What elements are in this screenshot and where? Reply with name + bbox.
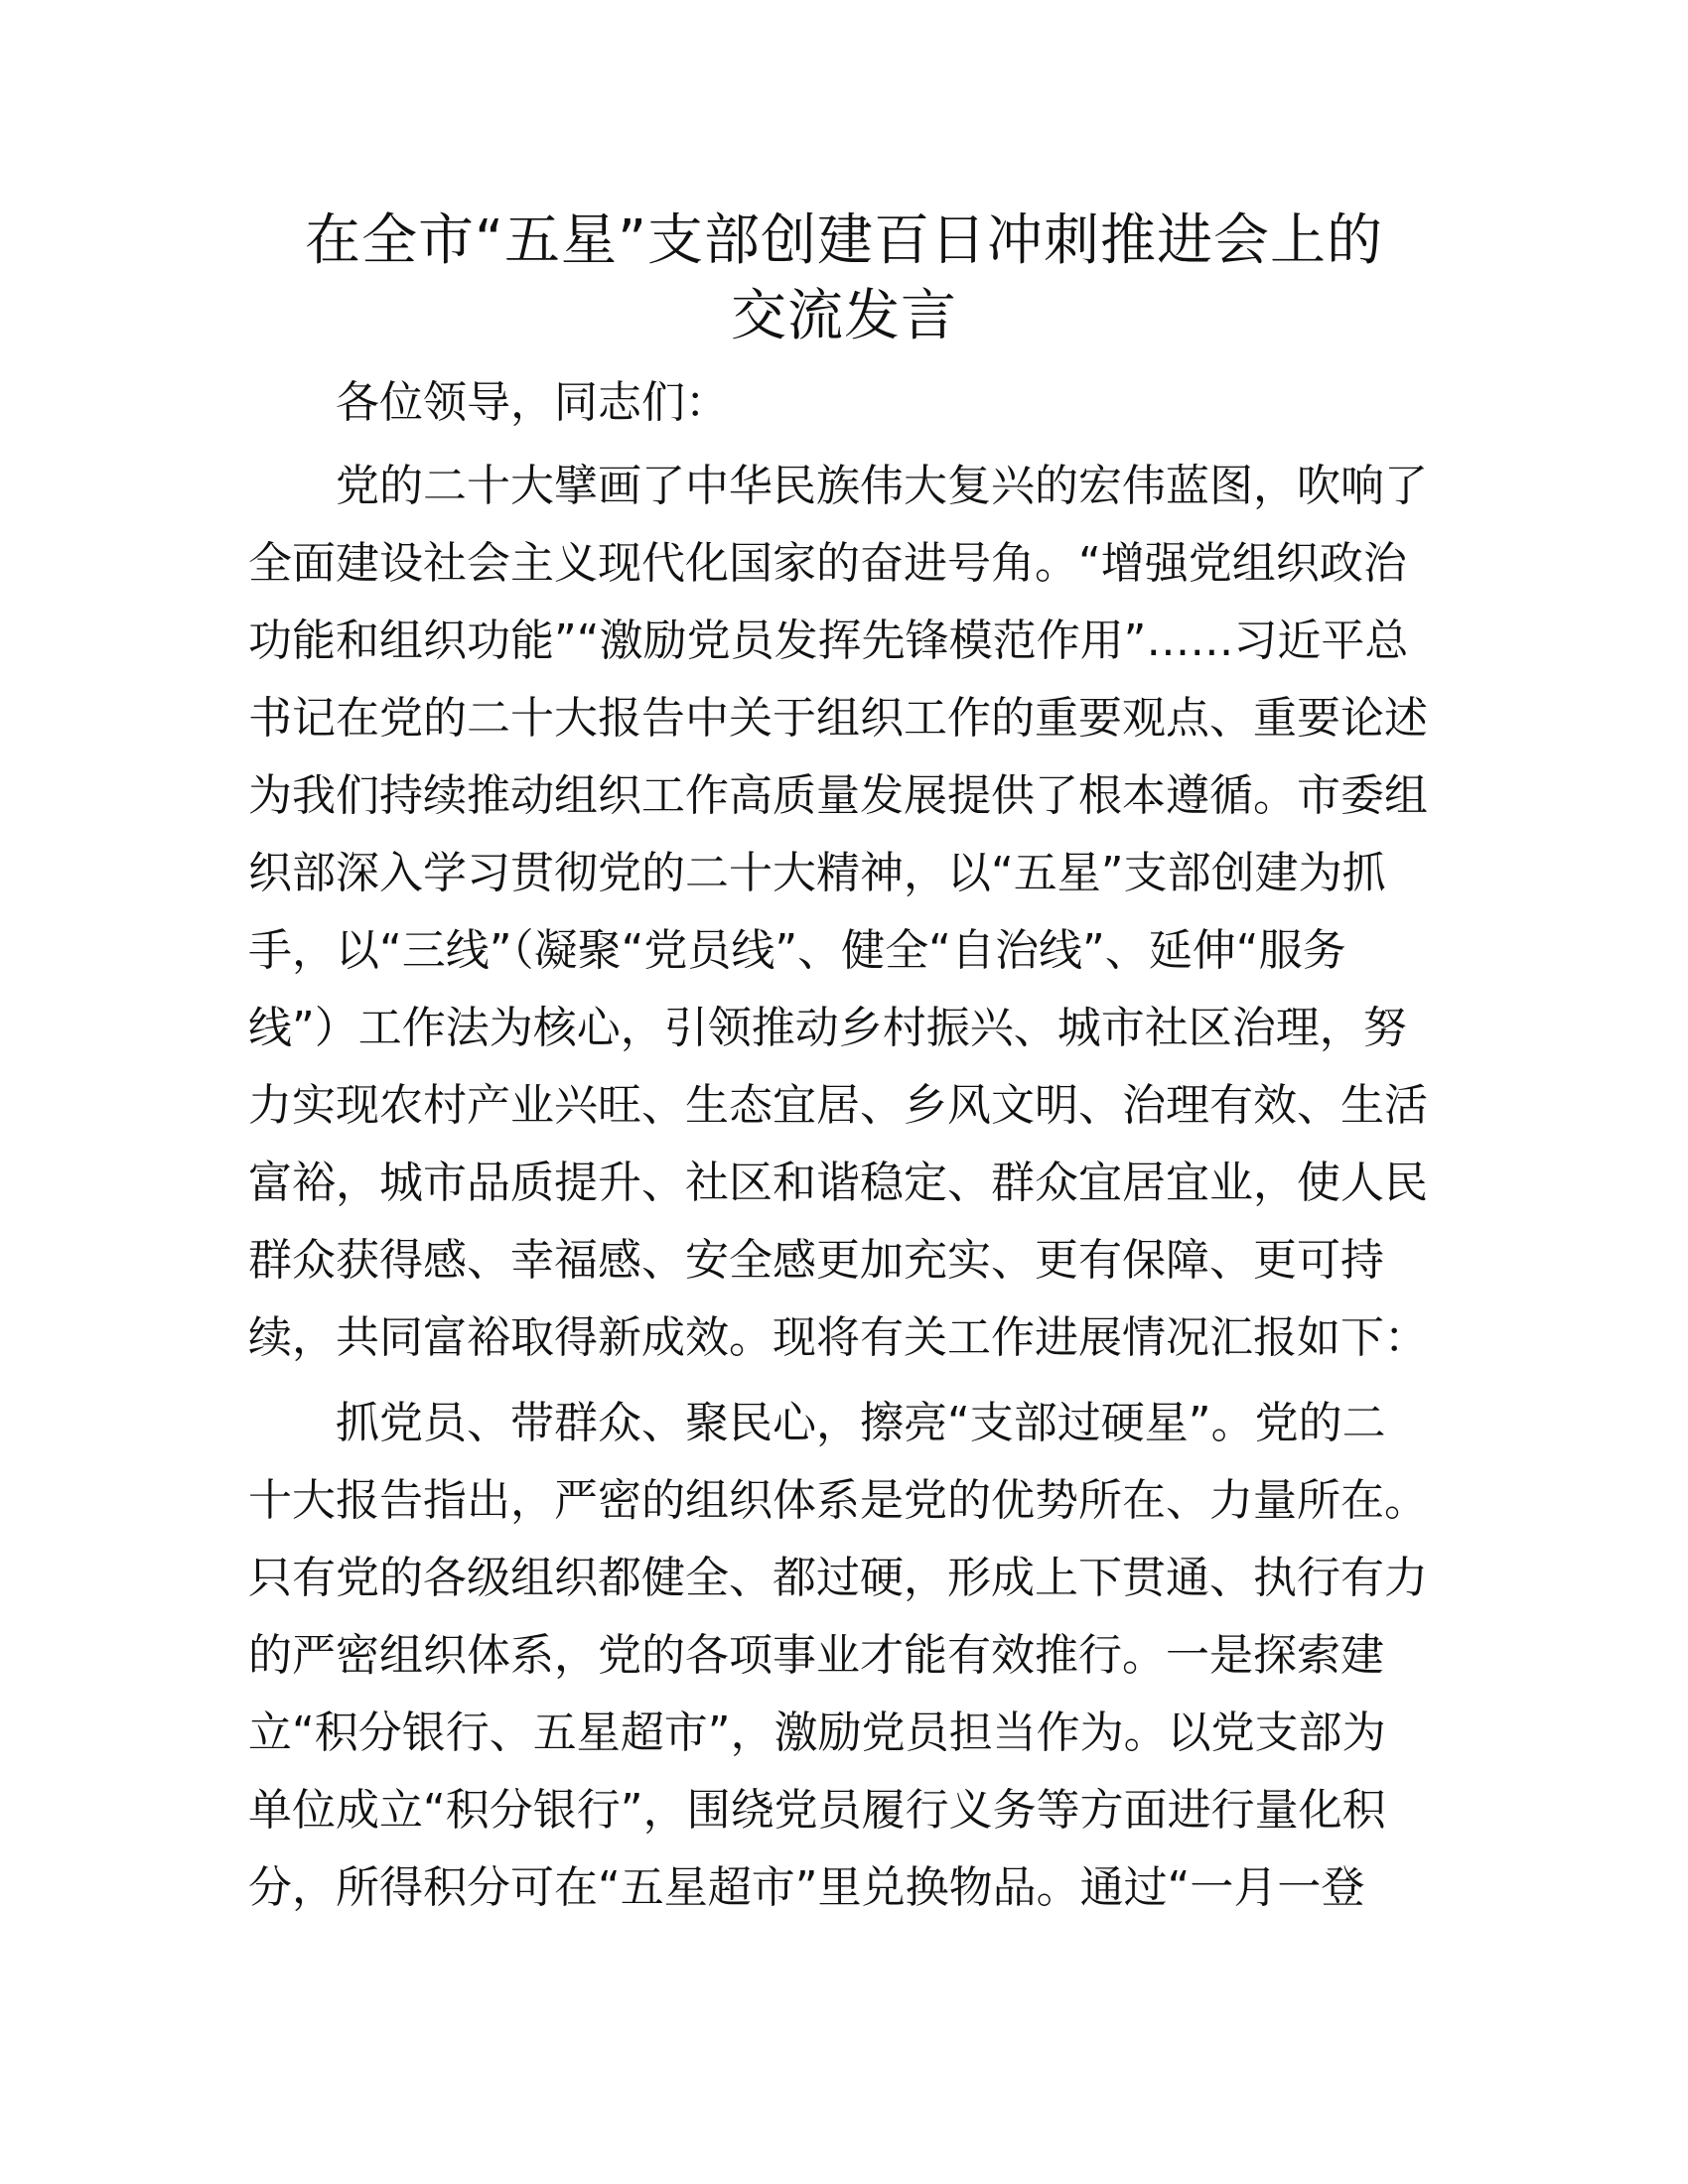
text-line: 线”）工作法为核心，引领推动乡村振兴、城市社区治理，努 [248,1003,1407,1053]
text-line: 功能和组织功能”“激励党员发挥先锋模范作用”……习近平总 [248,615,1409,666]
text-line: 续，共同富裕取得新成效。现将有关工作进展情况汇报如下： [248,1312,1428,1363]
title-line-1: 在全市“五星”支部创建百日冲刺推进会上的 [304,208,1384,273]
paragraph-intro [248,448,1440,1377]
text-line: 全面建设社会主义现代化国家的奋进号角。“增强党组织政治 [248,538,1407,589]
text-line: 立“积分银行、五星超市”，激励党员担当作为。以党支部为 [248,1707,1386,1758]
salutation: 各位领导，同志们： [336,377,729,428]
text-line: 富裕，城市品质提升、社区和谐稳定、群众宜居宜业，使人民 [248,1158,1428,1208]
text-line: 党的二十大擘画了中华民族伟大复兴的宏伟蓝图，吹响了 [336,461,1428,511]
text-line: 书记在党的二十大报告中关于组织工作的重要观点、重要论述 [248,693,1428,744]
text-line: 分，所得积分可在“五星超市”里兑换物品。通过“一月一登 [248,1862,1365,1913]
document-title [248,204,1440,354]
text-line: 手，以“三线”（凝聚“党员线”、健全“自治线”、延伸“服务 [248,925,1346,976]
paragraph-branch-star [248,1385,1440,1927]
text-line: 的严密组织体系，党的各项事业才能有效推行。一是探索建 [248,1630,1384,1681]
text-line: 织部深入学习贯彻党的二十大精神，以“五星”支部创建为抓 [248,848,1386,898]
text-line: 群众获得感、幸福感、安全感更加充实、更有保障、更可持 [248,1235,1384,1286]
text-line: 抓党员、带群众、聚民心，擦亮“支部过硬星”。党的二 [336,1398,1386,1448]
text-line: 单位成立“积分银行”，围绕党员履行义务等方面进行量化积 [248,1785,1386,1836]
text-line: 为我们持续推动组织工作高质量发展提供了根本遵循。市委组 [248,770,1428,821]
text-line: 只有党的各级组织都健全、都过硬，形成上下贯通、执行有力 [248,1553,1428,1603]
text-line: 力实现农村产业兴旺、生态宜居、乡风文明、治理有效、生活 [248,1080,1428,1131]
title-line-2: 交流发言 [731,284,957,348]
document-page [248,204,1440,1927]
text-line: 十大报告指出，严密的组织体系是党的优势所在、力量所在。 [248,1475,1428,1526]
